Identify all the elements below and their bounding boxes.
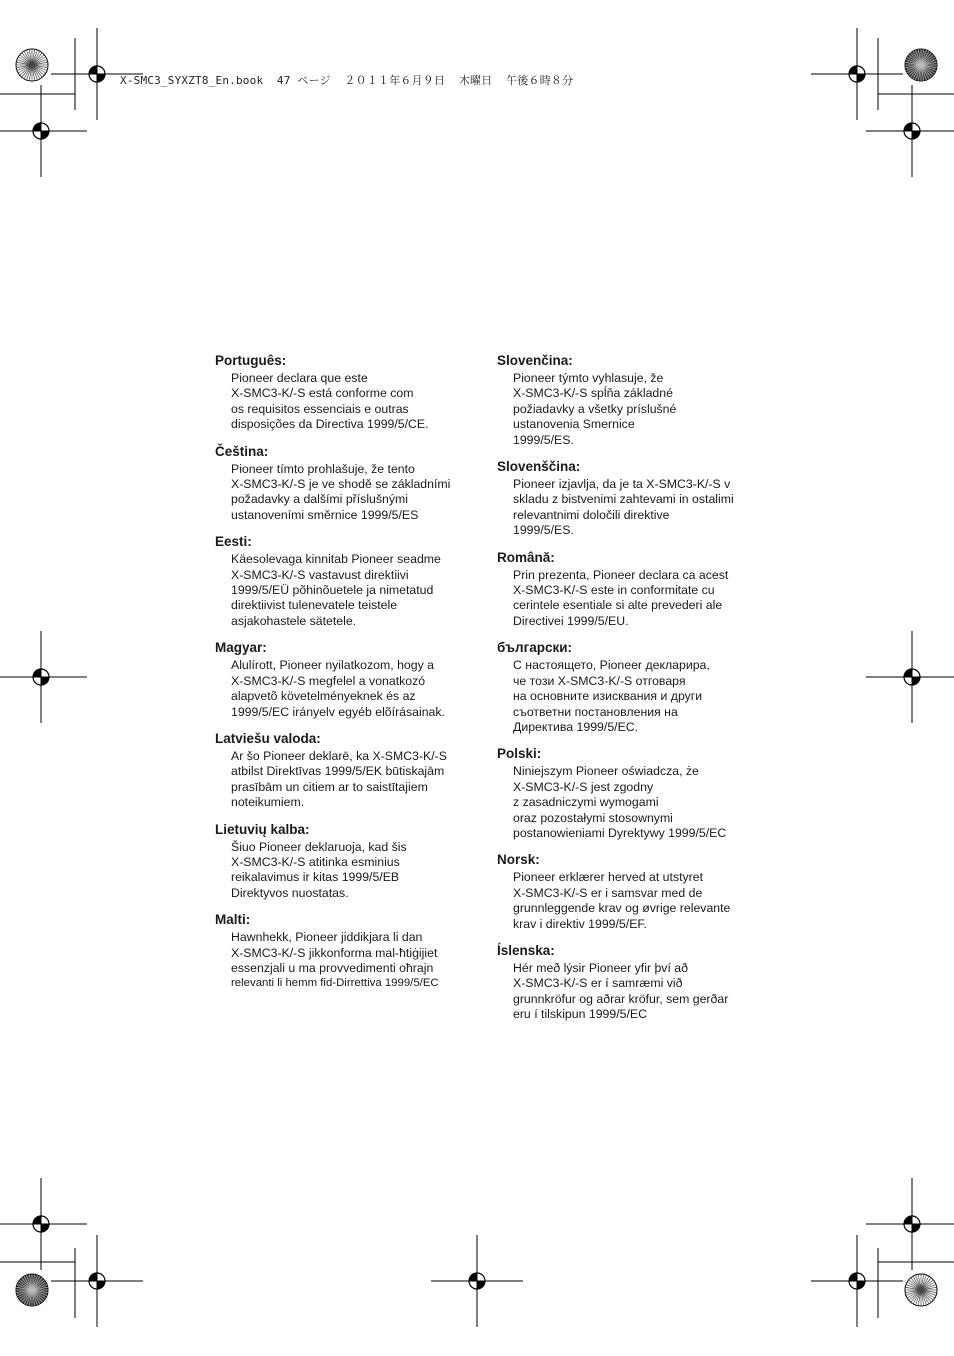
section-heading: Čeština: — [215, 443, 269, 459]
section-heading: Slovenščina: — [497, 459, 581, 475]
declaration-line: Prin prezenta, Pioneer declara ca acest — [513, 567, 729, 582]
declaration-line: 1999/5/EC irányelv egyéb elõírásainak. — [231, 704, 445, 719]
color-calibration-starburst-icon — [905, 1274, 937, 1306]
right-column — [497, 352, 762, 1033]
section-lietuviu — [215, 821, 480, 902]
declaration-line: Директива 1999/5/EC. — [513, 719, 639, 734]
declaration-line: disposições da Directiva 1999/5/CE. — [231, 417, 429, 432]
declaration-line: X-SMC3-K/-S megfelel a vonatkozó — [231, 673, 426, 688]
declaration-line: alapvetõ követelményeknek és az — [231, 689, 416, 704]
section-balgarski — [497, 639, 762, 735]
declaration-line: Käesolevaga kinnitab Pioneer seadme — [231, 552, 441, 567]
declaration-line: reikalavimus ir kitas 1999/5/EB — [231, 870, 400, 885]
section-heading: Magyar: — [215, 640, 267, 656]
crosshair-target-icon — [51, 1235, 143, 1327]
declaration-line: X-SMC3-K/-S atitinka esminius — [231, 854, 400, 869]
section-heading: Slovenčina: — [497, 353, 573, 368]
declaration-line: 1999/5/ES. — [513, 523, 574, 538]
declaration-line: че този X-SMC3-K/-S отговаря — [513, 673, 686, 688]
section-malti — [215, 911, 480, 992]
crosshair-target-icon — [866, 1178, 954, 1270]
declaration-line: prasībām un citiem ar to saistītajiem — [231, 779, 428, 794]
declaration-line: X-SMC3-K/-S este in conformitate cu — [513, 583, 715, 598]
crosshair-target-icon — [811, 1235, 903, 1327]
declaration-line: z zasadniczymi wymogami — [513, 795, 659, 810]
declaration-line: oraz pozostałymi stosownymi — [513, 810, 673, 825]
crosshair-target-icon — [0, 85, 87, 177]
section-cestina — [215, 443, 480, 524]
section-heading: Latviešu valoda: — [215, 730, 321, 746]
declaration-line: relevanti li hemm fid-Dirrettiva 1999/5/EC — [231, 977, 439, 990]
declaration-line: Hér með lýsir Pioneer yfir því að — [513, 960, 688, 975]
declaration-line: Pioneer declara que este — [231, 371, 368, 385]
declaration-line: Alulírott, Pioneer nyilatkozom, hogy a — [231, 658, 435, 673]
section-heading: Norsk: — [497, 852, 540, 868]
declaration-line: X-SMC3-K/-S er í samræmi við — [513, 976, 683, 991]
color-calibration-starburst-icon — [16, 1274, 48, 1306]
declaration-line: X-SMC3-K/-S jikkonforma mal-ħtiġijiet — [231, 945, 438, 960]
color-calibration-starburst-icon — [16, 49, 48, 81]
section-heading: Português: — [215, 353, 287, 368]
declaration-line: на основните изисквания и други — [513, 689, 703, 704]
section-polski — [497, 745, 762, 841]
declaration-line: С настоящето, Pioneer декларира, — [513, 658, 710, 673]
section-heading: Malti: — [215, 912, 251, 928]
section-heading: български: — [497, 640, 573, 656]
color-calibration-starburst-icon — [905, 49, 937, 81]
declaration-line: ustanovenia Smernice — [513, 417, 635, 432]
declaration-line: X-SMC3-K/-S spĺňa základné — [513, 386, 673, 401]
declaration-line: skladu z bistvenimi zahtevami in ostalimi — [513, 492, 734, 507]
crosshair-target-icon — [811, 28, 903, 120]
declaration-line: 1999/5/ES. — [513, 432, 574, 447]
declaration-line: 1999/5/EÜ põhinõuetele ja nimetatud — [231, 583, 434, 598]
section-portugues — [215, 352, 480, 433]
section-eesti — [215, 533, 480, 629]
declaration-line: noteikumiem. — [231, 795, 305, 810]
left-column — [215, 352, 480, 1002]
section-heading: Română: — [497, 549, 555, 565]
declaration-line: Direktyvos nuostatas. — [231, 885, 349, 900]
declaration-line: asjakohastele sätetele. — [231, 613, 357, 628]
declaration-line: X-SMC3-K/-S jest zgodny — [513, 779, 654, 794]
section-heading: Lietuvių kalba: — [215, 821, 310, 837]
declaration-line: grunnkröfur og aðrar kröfur, sem gerðar — [513, 991, 729, 1006]
section-heading: Eesti: — [215, 534, 252, 550]
declaration-line: Pioneer tímto prohlašuje, že tento — [231, 461, 415, 476]
section-slovencina — [497, 352, 762, 448]
declaration-line: X-SMC3-K/-S está conforme com — [231, 386, 414, 401]
declaration-line: požadavky a dalšími příslušnými — [231, 492, 409, 507]
crosshair-target-icon — [866, 85, 954, 177]
declaration-line: съответни постановления на — [513, 704, 678, 719]
book-header-line: X-SMC3_SYXZT8_En.book 47 ページ ２０１１年６月９日 木曜日 午後６時８分 — [120, 74, 574, 87]
declaration-line: ustanoveními směrnice 1999/5/ES — [231, 507, 419, 522]
section-norsk — [497, 851, 762, 932]
section-romana — [497, 549, 762, 630]
section-latviesu — [215, 730, 480, 811]
declaration-line: X-SMC3-K/-S er i samsvar med de — [513, 885, 703, 900]
declaration-line: relevantnimi določili direktive — [513, 507, 670, 522]
section-slovenscina — [497, 458, 762, 539]
declaration-line: Pioneer erklærer herved at utstyret — [513, 870, 704, 885]
declaration-line: požiadavky a všetky príslušné — [513, 401, 677, 416]
declaration-line: X-SMC3-K/-S vastavust direktiivi — [231, 567, 409, 582]
declaration-line: direktiivist tulenevatele teistele — [231, 598, 398, 613]
section-magyar — [215, 639, 480, 720]
declaration-line: essenzjali u ma provvedimenti oħrajn — [231, 960, 434, 975]
declaration-line: krav i direktiv 1999/5/EF. — [513, 916, 647, 931]
declaration-line: atbilst Direktīvas 1999/5/EK būtiskajām — [231, 764, 445, 779]
section-heading: Íslenska: — [497, 942, 555, 958]
declaration-line: X-SMC3-K/-S je ve shodě se základními — [231, 477, 451, 492]
crosshair-target-icon — [866, 631, 954, 723]
declaration-line: Pioneer týmto vyhlasuje, že — [513, 371, 664, 385]
declaration-line: Niniejszym Pioneer oświadcza, że — [513, 764, 699, 779]
crosshair-target-icon — [0, 631, 87, 723]
section-islenska — [497, 942, 762, 1023]
declaration-line: Hawnhekk, Pioneer jiddikjara li dan — [231, 930, 423, 945]
declaration-line: grunnleggende krav og øvrige relevante — [513, 901, 731, 916]
declaration-line: os requisitos essenciais e outras — [231, 401, 409, 416]
declaration-line: Pioneer izjavlja, da je ta X-SMC3-K/-S v — [513, 477, 731, 492]
declaration-line: Directivei 1999/5/EU. — [513, 613, 629, 628]
section-heading: Polski: — [497, 746, 542, 762]
crosshair-target-icon — [431, 1235, 523, 1327]
declaration-line: cerintele esentiale si alte prevederi ale — [513, 598, 723, 613]
declaration-line: postanowieniami Dyrektywy 1999/5/EC — [513, 825, 727, 840]
crosshair-target-icon — [0, 1178, 87, 1270]
declaration-line: Ar šo Pioneer deklarē, ka X-SMC3-K/-S — [231, 748, 447, 763]
declaration-line: Šiuo Pioneer deklaruoja, kad šis — [231, 839, 407, 854]
declaration-line: eru í tilskipun 1999/5/EC — [513, 1007, 647, 1022]
